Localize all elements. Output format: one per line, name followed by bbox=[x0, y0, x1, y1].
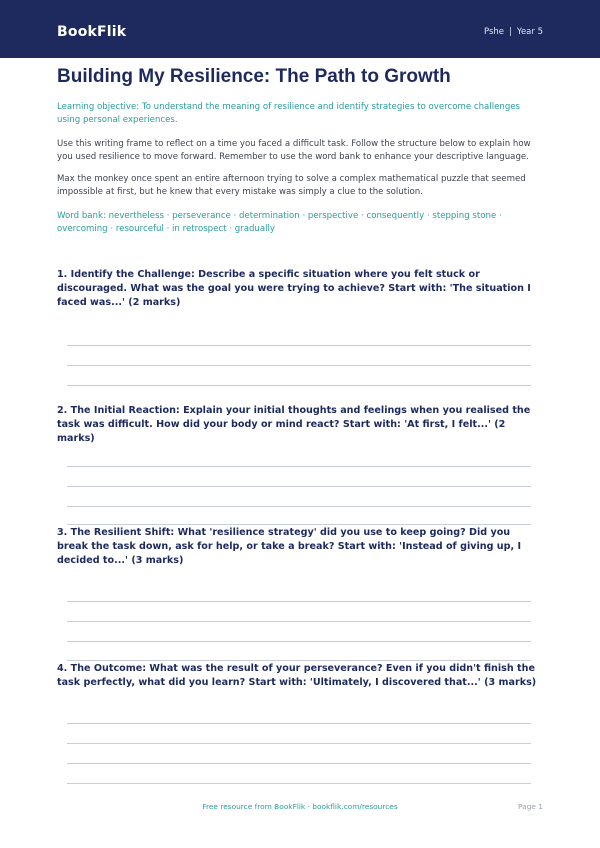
answer-line[interactable] bbox=[67, 763, 531, 764]
footer-credit: Free resource from BookFlik · bookflik.com/resources bbox=[202, 802, 398, 811]
header-bar bbox=[0, 0, 600, 58]
question-2 bbox=[57, 404, 543, 446]
answer-line[interactable] bbox=[67, 506, 531, 507]
year-label: Year 5 bbox=[516, 27, 543, 37]
answer-line[interactable] bbox=[67, 385, 531, 386]
brand-logo: BookFlik bbox=[57, 24, 127, 40]
answer-line[interactable] bbox=[67, 601, 531, 602]
subject-year-label bbox=[484, 26, 543, 38]
question-1-text: 1. Identify the Challenge: Describe a specific situation where you felt stuck or discouraged. What was the goal you were trying to achieve? Start with: 'The situation I faced was...' (2 marks) bbox=[57, 269, 531, 308]
answer-line[interactable] bbox=[67, 524, 531, 525]
question-3-text: 3. The Resilient Shift: What 'resilience strategy' did you use to keep going? Did you break the task down, ask for help, or take a break? Start with: 'Instead of giving up, I decided to...' (3 marks) bbox=[57, 527, 522, 566]
word-bank: Word bank: nevertheless · perseverance · determination · perspective · consequently · stepping stone · overcoming · resourceful · in retrospect · gradually bbox=[57, 211, 502, 234]
answer-line[interactable] bbox=[67, 365, 531, 366]
learning-objective: Learning objective: To understand the meaning of resilience and identify strategies to overcome challenges using personal experiences. bbox=[57, 102, 521, 125]
answer-line[interactable] bbox=[67, 486, 531, 487]
answer-line[interactable] bbox=[67, 345, 531, 346]
page-number: Page 1 bbox=[518, 802, 543, 811]
page-title: Building My Resilience: The Path to Growth bbox=[57, 66, 451, 87]
answer-line[interactable] bbox=[67, 466, 531, 467]
subject-label: Pshe bbox=[483, 27, 505, 37]
question-1 bbox=[57, 268, 543, 310]
story-text: Max the monkey once spent an entire afternoon trying to solve a complex mathematical puzzle that seemed impossible at first, but he knew that every mistake was simply a clue to the solution. bbox=[57, 174, 526, 197]
question-3 bbox=[57, 526, 543, 568]
answer-line[interactable] bbox=[67, 660, 531, 661]
question-2-text: 2. The Initial Reaction: Explain your initial thoughts and feelings when you realised the task was difficult. How did your body or mind react? Start with: 'At first, I felt...' (2 marks) bbox=[57, 405, 531, 444]
answer-line[interactable] bbox=[67, 641, 531, 642]
answer-line[interactable] bbox=[67, 723, 531, 724]
question-4 bbox=[57, 662, 543, 690]
meta-separator: | bbox=[509, 27, 512, 37]
worksheet-intro bbox=[57, 64, 543, 236]
answer-line[interactable] bbox=[67, 743, 531, 744]
answer-line[interactable] bbox=[67, 621, 531, 622]
answer-line[interactable] bbox=[67, 783, 531, 784]
instructions-text: Use this writing frame to reflect on a time you faced a difficult task. Follow the structure below to explain how you used resilience to move forward. Remember to use the word bank to enhance your descriptive language. bbox=[57, 139, 531, 162]
question-4-text: 4. The Outcome: What was the result of your perseverance? Even if you didn't finish the task perfectly, what did you learn? Start with: 'Ultimately, I discovered that...' (3 marks) bbox=[57, 663, 537, 688]
